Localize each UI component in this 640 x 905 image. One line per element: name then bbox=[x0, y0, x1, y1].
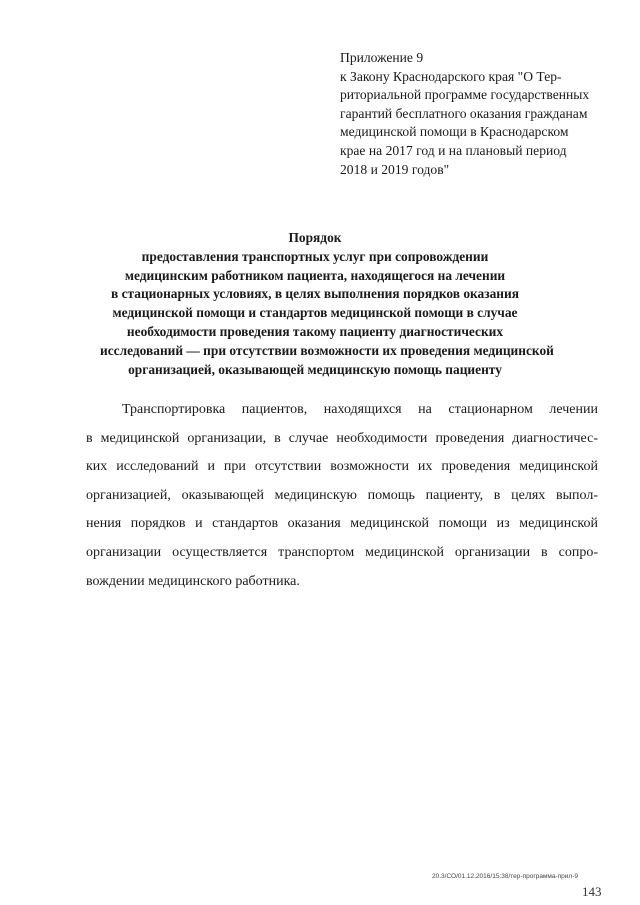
page-number: 143 bbox=[582, 884, 602, 899]
body-line: ких исследований и при отсутствии возможности их проведения медицинской bbox=[86, 459, 598, 475]
body-line: организации осуществляется транспортом медицинской организации в сопро- bbox=[86, 544, 598, 560]
body-line: вождении медицинского работника. bbox=[86, 573, 300, 589]
appendix-line: медицинской помощи в Краснодарском bbox=[340, 124, 569, 140]
appendix-line: крае на 2017 год и на плановый период bbox=[340, 142, 567, 158]
title-line: предоставления транспортных услуг при сопровождении bbox=[141, 248, 489, 264]
appendix-reference bbox=[340, 49, 610, 179]
title-line: необходимости проведения такому пациенту диагностических bbox=[126, 323, 504, 339]
appendix-line: гарантий бесплатного оказания гражданам bbox=[340, 105, 588, 121]
appendix-line: Приложение 9 bbox=[340, 50, 424, 65]
title-line: медицинским работником пациента, находящегося на лечении bbox=[124, 267, 506, 283]
title-line: исследований — при отсутствии возможности их проведения медицинской bbox=[100, 342, 554, 358]
body-line: в медицинской организации, в случае необходимости проведения диагностичес- bbox=[86, 430, 598, 446]
body-line: нения порядков и стандартов оказания медицинской помощи из медицинской bbox=[86, 516, 598, 532]
title-line: в стационарных условиях, в целях выполнения порядков оказания bbox=[110, 286, 519, 302]
title-heading: Порядок bbox=[288, 230, 342, 245]
footer-document-code: 20.3/СО/01.12.2016/15:38/тер-программа-прил-9 bbox=[432, 873, 578, 880]
body-paragraph bbox=[86, 396, 598, 596]
body-line: Транспортировка пациентов, находящихся на стационарном лечении bbox=[122, 402, 598, 417]
title-line: организацией, оказывающей медицинскую помощь пациенту bbox=[128, 361, 502, 377]
appendix-line: риториальной программе государственных bbox=[340, 87, 590, 103]
body-line: организацией, оказывающей медицинскую помощь пациенту, в целях выпол- bbox=[86, 487, 598, 503]
appendix-line: к Закону Краснодарского края "О Тер- bbox=[340, 68, 562, 84]
title-line: медицинской помощи и стандартов медицинской помощи в случае bbox=[112, 305, 518, 321]
appendix-line: 2018 и 2019 годов" bbox=[340, 161, 450, 177]
document-title bbox=[100, 229, 554, 379]
